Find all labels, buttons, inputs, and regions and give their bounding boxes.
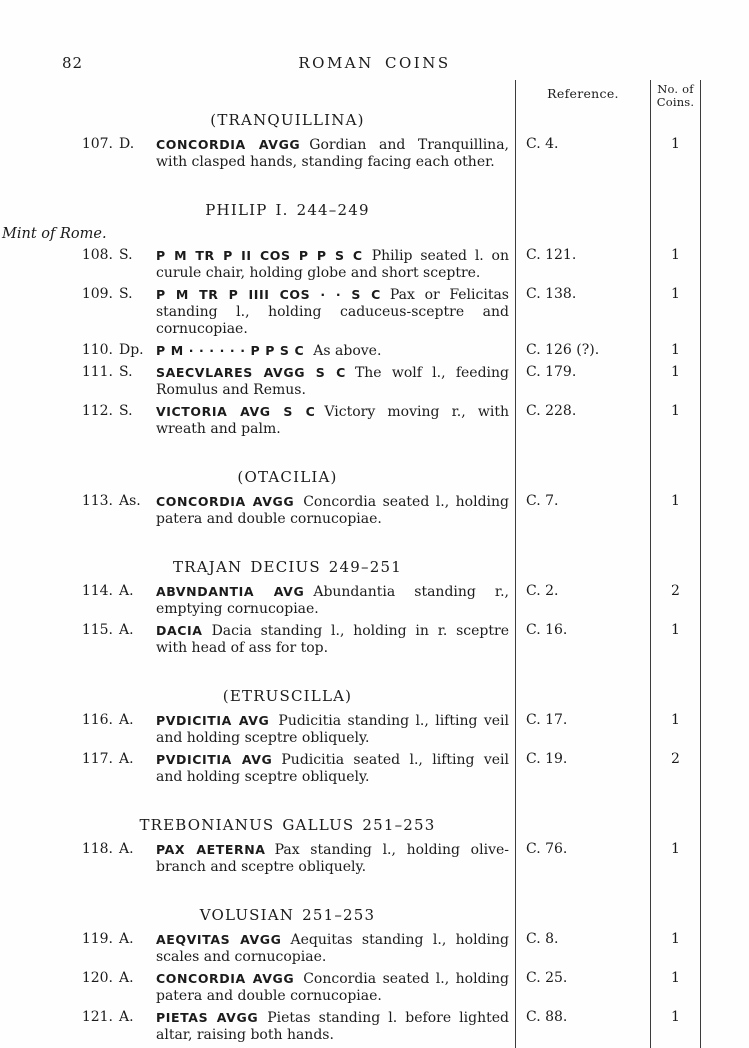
coin-count-cell: [650, 226, 701, 247]
entry-description: Pietas standing l. before lighted altar, raising both hands.: [156, 1010, 509, 1043]
entry-number: 115.: [81, 622, 113, 638]
section-heading: TREBONIANUS GALLUS 251–253: [139, 816, 436, 834]
entry-reference: C. 179.: [515, 364, 650, 403]
entry-denomination: A.: [119, 931, 134, 947]
entry-number: 120.: [81, 970, 113, 986]
catalog-rows: [0, 108, 703, 1048]
entry-description: Concordia seated l., holding patera and double cornucopiae.: [156, 494, 509, 527]
entry-denomination: As.: [119, 493, 141, 509]
catalog-entry-row: [0, 247, 703, 286]
entry-number: 112.: [81, 403, 113, 419]
entry-reference: C. 16.: [515, 622, 650, 661]
catalog-entry-row: [0, 583, 703, 622]
entry-coin-count: 1: [650, 1009, 701, 1048]
entry-reference: C. 228.: [515, 403, 650, 442]
entry-reference: C. 138.: [515, 286, 650, 342]
section-heading: VOLUSIAN 251–253: [199, 906, 376, 924]
entry-coin-count: 1: [650, 712, 701, 751]
entry-legend: P M TR P II COS P P S C: [156, 248, 363, 263]
section-heading: PHILIP I. 244–249: [205, 201, 370, 219]
entry-number: 111.: [81, 364, 113, 380]
entry-coin-count: 1: [650, 622, 701, 661]
entry-denomination: A.: [119, 583, 134, 599]
coins-header-line1: No. of: [657, 82, 694, 96]
entry-legend: CONCORDIA AVGG: [156, 494, 295, 509]
reference-cell: [515, 175, 650, 226]
entry-number: 108.: [81, 247, 113, 263]
entry-legend: CONCORDIA AVGG: [156, 137, 301, 152]
entry-description: Pax or Felicitas standing l., holding caduceus-sceptre and cornucopiae.: [156, 287, 509, 337]
section-heading: (ETRUSCILLA): [222, 687, 353, 705]
catalog-entry-row: [0, 342, 703, 364]
catalog-entry-row: [0, 712, 703, 751]
entry-reference: C. 121.: [515, 247, 650, 286]
reference-cell: [515, 442, 650, 493]
entry-legend: PVDICITIA AVG: [156, 752, 273, 767]
entry-reference: C. 88.: [515, 1009, 650, 1048]
entry-coin-count: 1: [650, 247, 701, 286]
entry-text: [156, 364, 515, 399]
entry-reference: C. 17.: [515, 712, 650, 751]
page-number: 82: [62, 54, 84, 72]
entry-text: [156, 970, 515, 1005]
entry-text: [156, 403, 515, 438]
entry-legend: CONCORDIA AVGG: [156, 971, 295, 986]
coins-column-header: [650, 80, 701, 108]
entry-reference: C. 76.: [515, 841, 650, 880]
entry-description: Pudicitia standing l., lifting veil and holding sceptre obliquely.: [156, 713, 509, 746]
entry-description: Abundantia standing r., emptying cornucopiae.: [156, 584, 509, 617]
coin-count-cell: [650, 108, 701, 136]
entry-legend: VICTORIA AVG S C: [156, 404, 316, 419]
entry-denomination: A.: [119, 1009, 134, 1025]
entry-coin-count: 1: [650, 286, 701, 342]
section-heading-row: [0, 880, 703, 931]
entry-reference: C. 8.: [515, 931, 650, 970]
mint-note: Mint of Rome.: [2, 226, 107, 242]
entry-coin-count: 1: [650, 931, 701, 970]
entry-coin-count: 1: [650, 364, 701, 403]
entry-description: Philip seated l. on curule chair, holding globe and short sceptre.: [156, 248, 509, 281]
entry-text: [156, 342, 515, 360]
entry-number: 114.: [81, 583, 113, 599]
catalog-entry-row: [0, 136, 703, 175]
coin-count-cell: [650, 532, 701, 583]
entry-description: Dacia standing l., holding in r. sceptre with head of ass for top.: [156, 623, 509, 656]
entry-text: [156, 286, 515, 338]
column-header-row: [0, 80, 703, 108]
catalog-entry-row: [0, 493, 703, 532]
entry-coin-count: 1: [650, 403, 701, 442]
entry-text: [156, 247, 515, 282]
section-heading-row: [0, 175, 703, 226]
entry-reference: C. 19.: [515, 751, 650, 790]
header-spacer: [0, 80, 515, 108]
entry-text: [156, 136, 515, 171]
entry-denomination: A.: [119, 712, 134, 728]
entry-text: [156, 751, 515, 786]
entry-number: 116.: [81, 712, 113, 728]
reference-cell: [515, 790, 650, 841]
entry-description: Concordia seated l., holding patera and double cornucopiae.: [156, 971, 509, 1004]
coin-count-cell: [650, 880, 701, 931]
entry-number: 118.: [81, 841, 113, 857]
section-heading: (OTACILIA): [237, 468, 338, 486]
coin-count-cell: [650, 442, 701, 493]
catalog-entry-row: [0, 622, 703, 661]
entry-text: [156, 712, 515, 747]
entry-legend: PVDICITIA AVG: [156, 713, 270, 728]
entry-denomination: Dp.: [119, 342, 144, 358]
reference-column-header: Reference.: [515, 80, 650, 108]
entry-text: [156, 931, 515, 966]
reference-cell: [515, 108, 650, 136]
entry-number: 113.: [81, 493, 113, 509]
coin-count-cell: [650, 175, 701, 226]
entry-legend: ABVNDANTIA AVG: [156, 584, 305, 599]
entry-legend: PIETAS AVGG: [156, 1010, 259, 1025]
section-heading-row: [0, 108, 703, 136]
mint-note-row: [0, 226, 703, 247]
catalog-entry-row: [0, 751, 703, 790]
catalog-entry-row: [0, 931, 703, 970]
entry-denomination: A.: [119, 622, 134, 638]
section-heading-row: [0, 532, 703, 583]
entry-number: 110.: [81, 342, 113, 358]
entry-denomination: S.: [119, 364, 133, 380]
entry-number: 119.: [81, 931, 113, 947]
entry-number: 109.: [81, 286, 113, 302]
reference-cell: [515, 880, 650, 931]
entry-denomination: S.: [119, 286, 133, 302]
entry-legend: AEQVITAS AVGG: [156, 932, 282, 947]
entry-coin-count: 1: [650, 841, 701, 880]
entry-reference: C. 126 (?).: [515, 342, 650, 364]
entry-description: Aequitas standing l., holding scales and cornucopiae.: [156, 932, 509, 965]
reference-cell: [515, 532, 650, 583]
entry-coin-count: 2: [650, 751, 701, 790]
coin-count-cell: [650, 661, 701, 712]
catalog-entry-row: [0, 403, 703, 442]
entry-reference: C. 2.: [515, 583, 650, 622]
entry-legend: DACIA: [156, 623, 203, 638]
entry-description: The wolf l., feeding Romulus and Remus.: [156, 365, 509, 398]
section-heading-row: [0, 661, 703, 712]
entry-text: [156, 622, 515, 657]
reference-cell: [515, 661, 650, 712]
entry-legend: PAX AETERNA: [156, 842, 266, 857]
coin-count-cell: [650, 790, 701, 841]
entry-description: Gordian and Tranquillina, with clasped hands, standing facing each other.: [156, 137, 509, 170]
entry-text: [156, 841, 515, 876]
entry-denomination: A.: [119, 751, 134, 767]
entry-denomination: S.: [119, 247, 133, 263]
entry-description: Victory moving r., with wreath and palm.: [156, 404, 509, 437]
entry-description: Pax standing l., holding olive-branch and sceptre obliquely.: [156, 842, 509, 875]
entry-coin-count: 1: [650, 493, 701, 532]
entry-coin-count: 1: [650, 970, 701, 1009]
entry-text: [156, 1009, 515, 1044]
catalog-entry-row: [0, 286, 703, 342]
entry-coin-count: 2: [650, 583, 701, 622]
entry-coin-count: 1: [650, 136, 701, 175]
entry-text: [156, 583, 515, 618]
page-title: ROMAN COINS: [298, 54, 451, 72]
entry-description: As above.: [313, 343, 382, 359]
section-heading: (TRANQUILLINA): [210, 111, 365, 129]
entry-reference: C. 7.: [515, 493, 650, 532]
entry-reference: C. 4.: [515, 136, 650, 175]
section-heading-row: [0, 790, 703, 841]
catalog-entry-row: [0, 1009, 703, 1048]
entry-number: 117.: [81, 751, 113, 767]
section-heading-row: [0, 442, 703, 493]
catalog-entry-row: [0, 841, 703, 880]
entry-description: Pudicitia seated l., lifting veil and holding sceptre obliquely.: [156, 752, 509, 785]
entry-coin-count: 1: [650, 342, 701, 364]
entry-legend: P M · · · · · · P P S C: [156, 343, 305, 358]
running-head: [0, 54, 749, 72]
entry-number: 121.: [81, 1009, 113, 1025]
coins-header-line2: Coins.: [656, 94, 695, 109]
reference-cell: [515, 226, 650, 247]
section-heading: TRAJAN DECIUS 249–251: [173, 558, 402, 576]
entry-denomination: S.: [119, 403, 133, 419]
entry-text: [156, 493, 515, 528]
catalog-entry-row: [0, 364, 703, 403]
entry-denomination: A.: [119, 841, 134, 857]
entry-number: 107.: [81, 136, 113, 152]
entry-reference: C. 25.: [515, 970, 650, 1009]
entry-denomination: D.: [119, 136, 135, 152]
entry-denomination: A.: [119, 970, 134, 986]
entry-legend: SAECVLARES AVGG S C: [156, 365, 346, 380]
coin-catalog-table: [0, 80, 703, 1048]
catalog-entry-row: [0, 970, 703, 1009]
entry-legend: P M TR P IIII COS · · S C: [156, 287, 381, 302]
